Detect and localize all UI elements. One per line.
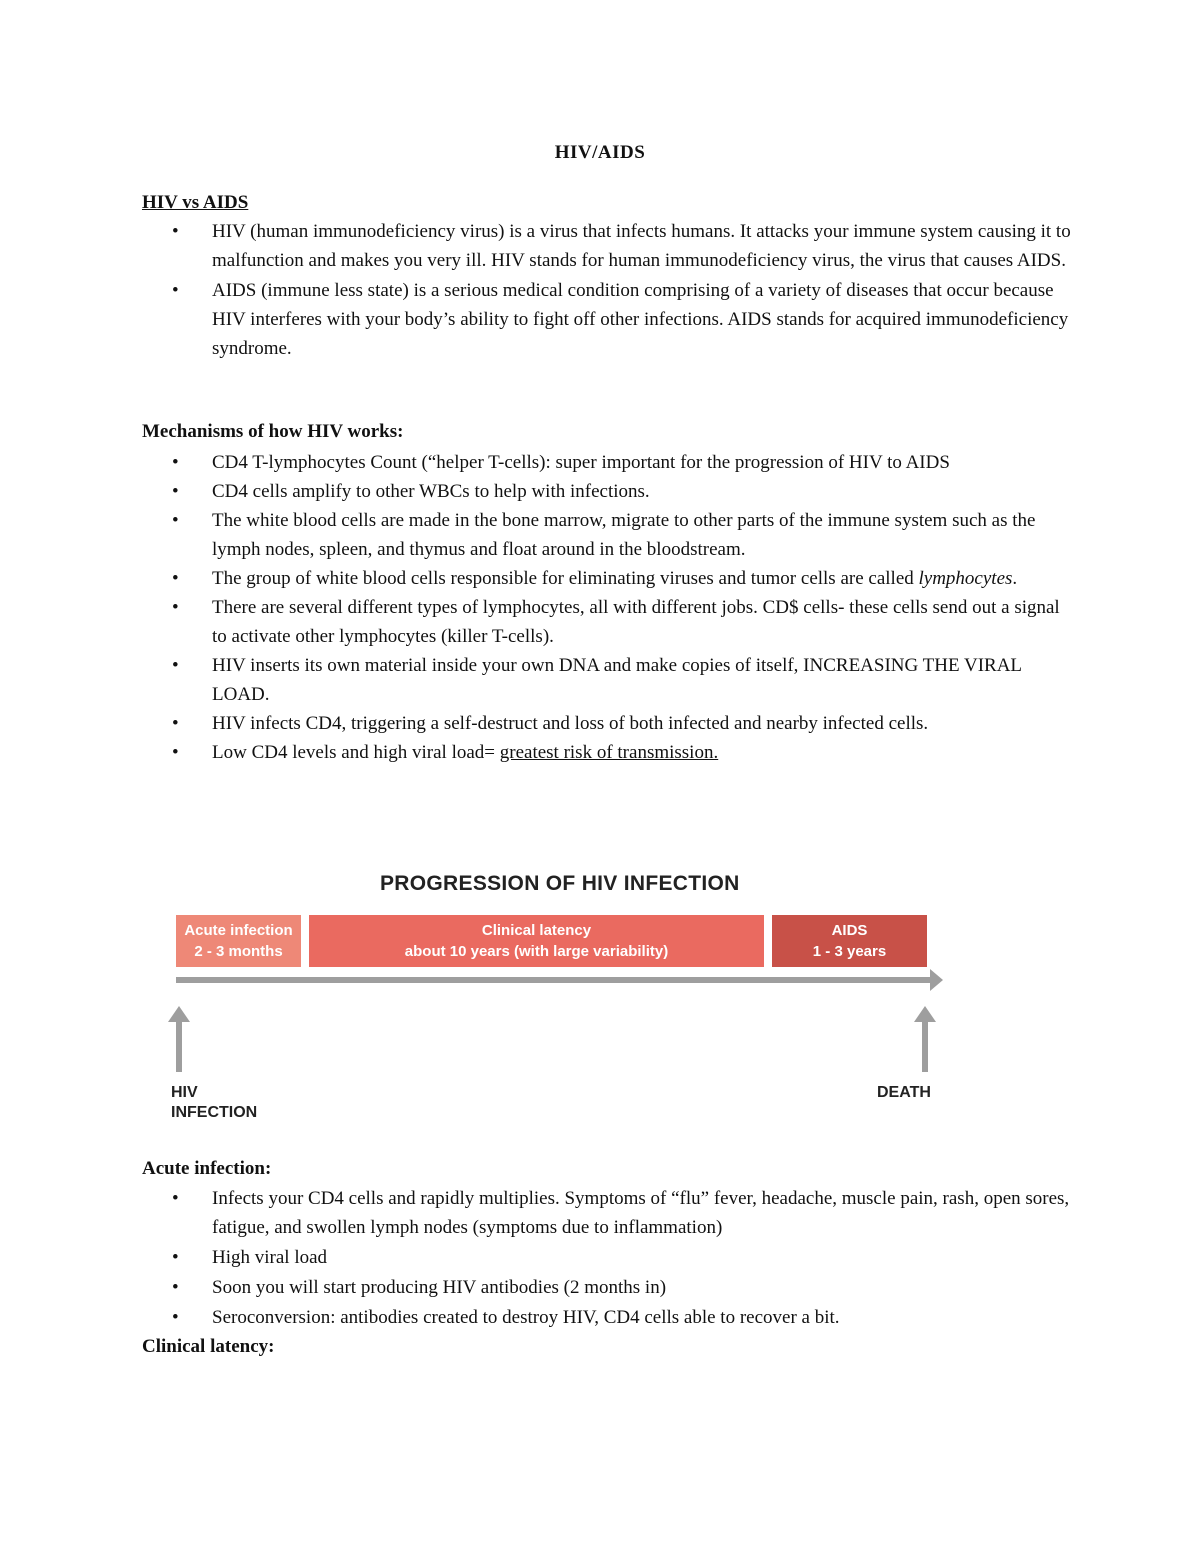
list-item: • Soon you will start producing HIV antibodies (2 months in) <box>142 1273 1072 1302</box>
list-item: • Seroconversion: antibodies created to destroy HIV, CD4 cells able to recover a bit. <box>142 1303 1072 1332</box>
list-item: • AIDS (immune less state) is a serious medical condition comprising of a variety of diseases that occur because HIV interferes with your body’s ability to fight off other infections. AIDS stands for acquired immunodeficiency syndrome. <box>142 276 1072 363</box>
label-line: INFECTION <box>171 1104 258 1121</box>
lymph-prefix: The group of white blood cells responsible for eliminating viruses and tumor cells are called <box>212 568 919 589</box>
stage-label: Acute infection <box>184 922 293 939</box>
list-item <box>142 738 1072 767</box>
list-item: • CD4 T-lymphocytes Count (“helper T-cells): super important for the progression of HIV to AIDS <box>142 448 1072 477</box>
section-heading-mechanisms: Mechanisms of how HIV works: <box>142 421 404 442</box>
list-item: • HIV infects CD4, triggering a self-destruct and loss of both infected and nearby infected cells. <box>142 709 1072 738</box>
hiv-vs-aids-list <box>142 217 1072 363</box>
label-line: HIV <box>171 1084 198 1101</box>
acute-infection-list <box>142 1184 1072 1332</box>
list-item: • CD4 cells amplify to other WBCs to help with infections. <box>142 477 1072 506</box>
page-title: HIV/AIDS <box>554 142 646 163</box>
list-item: • HIV inserts its own material inside your own DNA and make copies of itself, INCREASING THE VIRAL LOAD. <box>142 651 1072 709</box>
end-arrow-head <box>914 1006 936 1022</box>
list-item <box>142 564 1072 593</box>
heading-text: HIV vs AIDS <box>142 192 249 213</box>
stage-duration: 1 - 3 years <box>812 943 887 960</box>
section-heading-acute-infection: Acute infection: <box>142 1158 272 1179</box>
section-heading-clinical-latency: Clinical latency: <box>142 1336 275 1357</box>
list-item: • The white blood cells are made in the bone marrow, migrate to other parts of the immune system such as the lymph nodes, spleen, and thymus and float around in the bloodstream. <box>142 506 1072 564</box>
hiv-infection-label <box>171 1083 257 1123</box>
stage-duration: 2 - 3 months <box>194 943 283 960</box>
lymph-suffix: . <box>1012 568 1018 589</box>
section-heading-hiv-vs-aids <box>142 192 248 214</box>
list-item: • High viral load <box>142 1243 1072 1272</box>
last-underlined: greatest risk of transmission. <box>499 742 719 763</box>
start-arrow-head <box>168 1006 190 1022</box>
stage-label: AIDS <box>831 922 868 939</box>
list-item: • HIV (human immunodeficiency virus) is a virus that infects humans. It attacks your immune system causing it to malfunction and makes you very ill. HIV stands for human immunodeficiency virus, the virus that causes AIDS. <box>142 217 1072 275</box>
mechanisms-list <box>142 448 1072 767</box>
progression-figure <box>160 860 960 1140</box>
list-item: • Infects your CD4 cells and rapidly multiplies. Symptoms of “flu” fever, headache, muscle pain, rash, open sores, fatigue, and swollen lymph nodes (symptoms due to inflammation) <box>142 1184 1072 1242</box>
timeline-arrows <box>160 860 960 1140</box>
last-prefix: Low CD4 levels and high viral load= <box>212 742 500 763</box>
figure-title: PROGRESSION OF HIV INFECTION <box>380 872 740 895</box>
stage-label: Clinical latency <box>481 922 592 939</box>
lymph-italic: lymphocytes <box>918 568 1013 589</box>
death-label: DEATH <box>877 1084 931 1101</box>
list-item: • There are several different types of lymphocytes, all with different jobs. CD$ cells- these cells send out a signal to activate other lymphocytes (killer T-cells). <box>142 593 1072 651</box>
timeline-arrow-head <box>930 969 943 991</box>
stage-duration: about 10 years (with large variability) <box>404 943 669 960</box>
